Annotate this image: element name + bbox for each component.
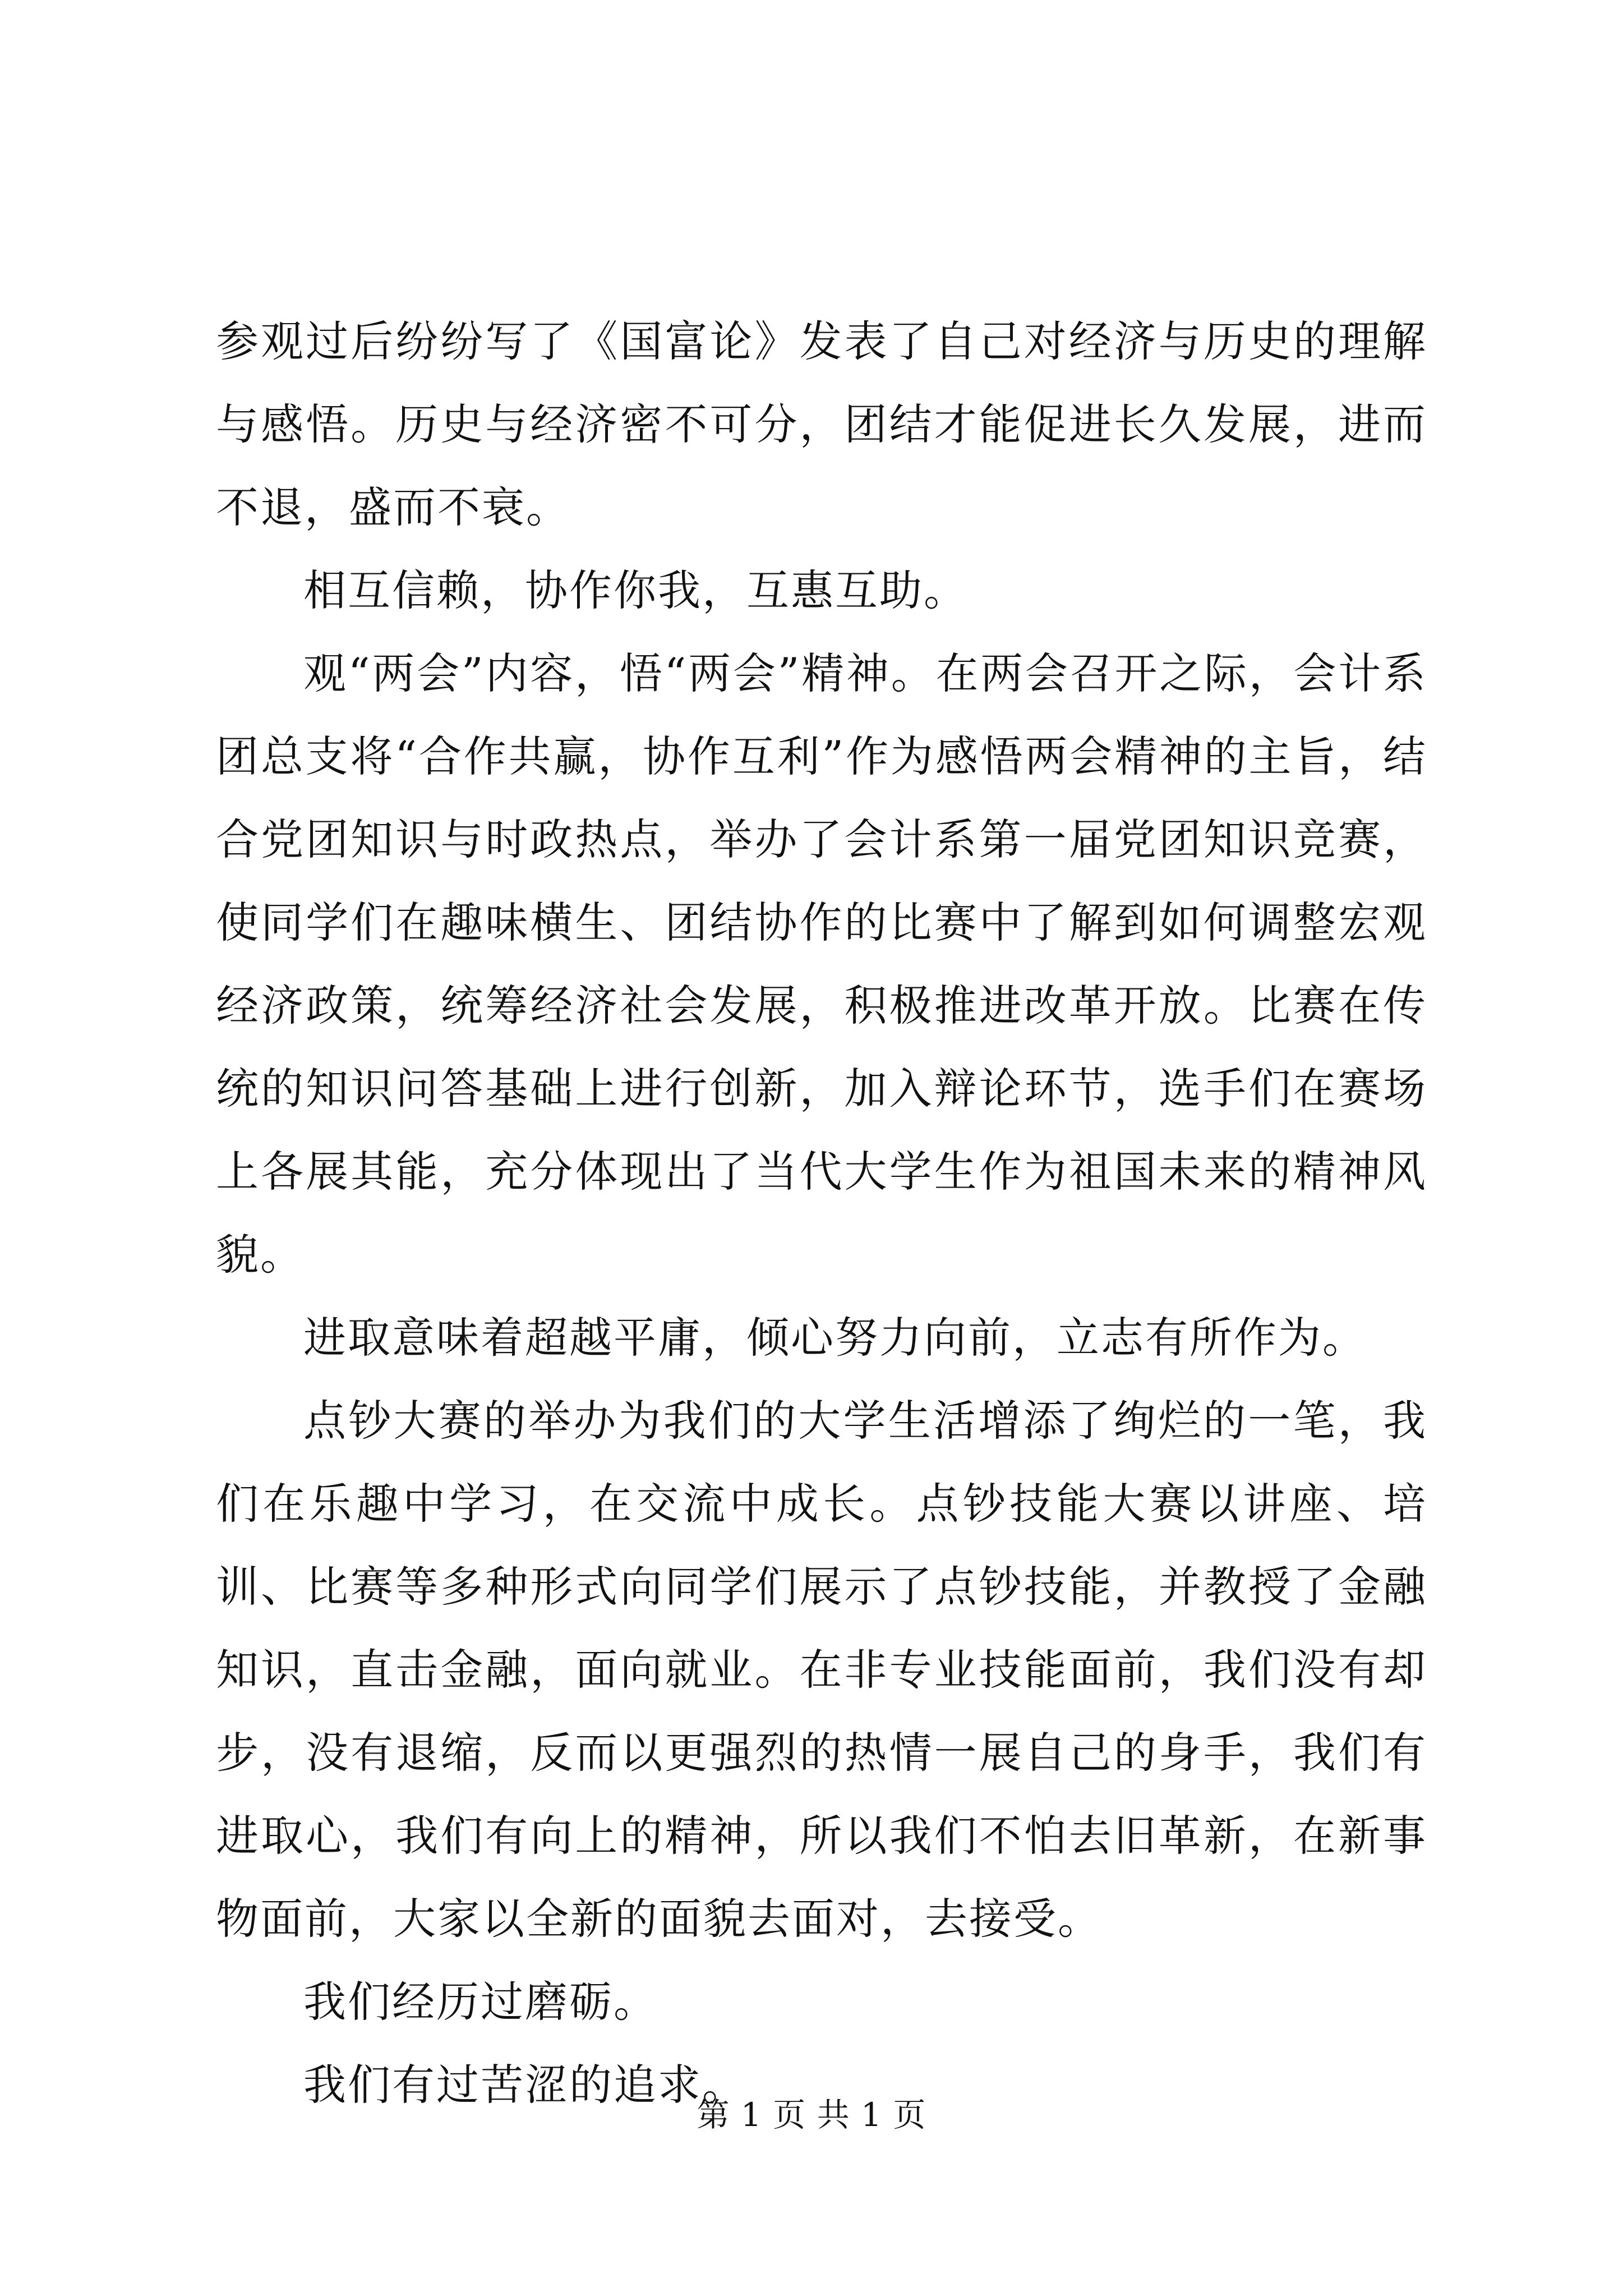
paragraph-5: 点钞大赛的举办为我们的大学生活增添了绚烂的一笔，我们在乐趣中学习，在交流中成长。点钞技能大赛以讲座、培训、比赛等多种形式向同学们展示了点钞技能，并教授了金融知识，直击金融，面向就业。在非专业技能面前，我们没有却步，没有退缩，反而以更强烈的热情一展自己的身手，我们有进取心，我们有向上的精神，所以我们不怕去旧革新，在新事物面前，大家以全新的面貌去面对，去接受。 [216,1396,1427,1944]
paragraph-4: 进取意味着超越平庸，倾心努力向前，立志有所作为。 [303,1313,1367,1363]
page-footer: 第 1 页 共 1 页 [697,2096,926,2134]
paragraph-7: 我们有过苦涩的追求。 [303,2060,746,2110]
document-body [216,300,1427,2127]
paragraph-3: 观“两会”内容，悟“两会”精神。在两会召开之际，会计系团总支将“合作共赢，协作互利”作为感悟两会精神的主旨，结合党团知识与时政热点，举办了会计系第一届党团知识竞赛，使同学们在趣味横生、团结协作的比赛中了解到如何调整宏观经济政策，统筹经济社会发展，积极推进改革开放。比赛在传统的知识问答基础上进行创新，加入辩论环节，选手们在赛场上各展其能，充分体现出了当代大学生作为祖国未来的精神风貌。 [216,648,1427,1280]
paragraph-2: 相互信赖，协作你我，互惠互助。 [303,565,968,615]
paragraph-6: 我们经历过磨砺。 [303,1977,658,2027]
paragraph-1: 参观过后纷纷写了《国富论》发表了自己对经济与历史的理解与感悟。历史与经济密不可分，团结才能促进长久发展，进而不退，盛而不衰。 [216,316,1427,532]
